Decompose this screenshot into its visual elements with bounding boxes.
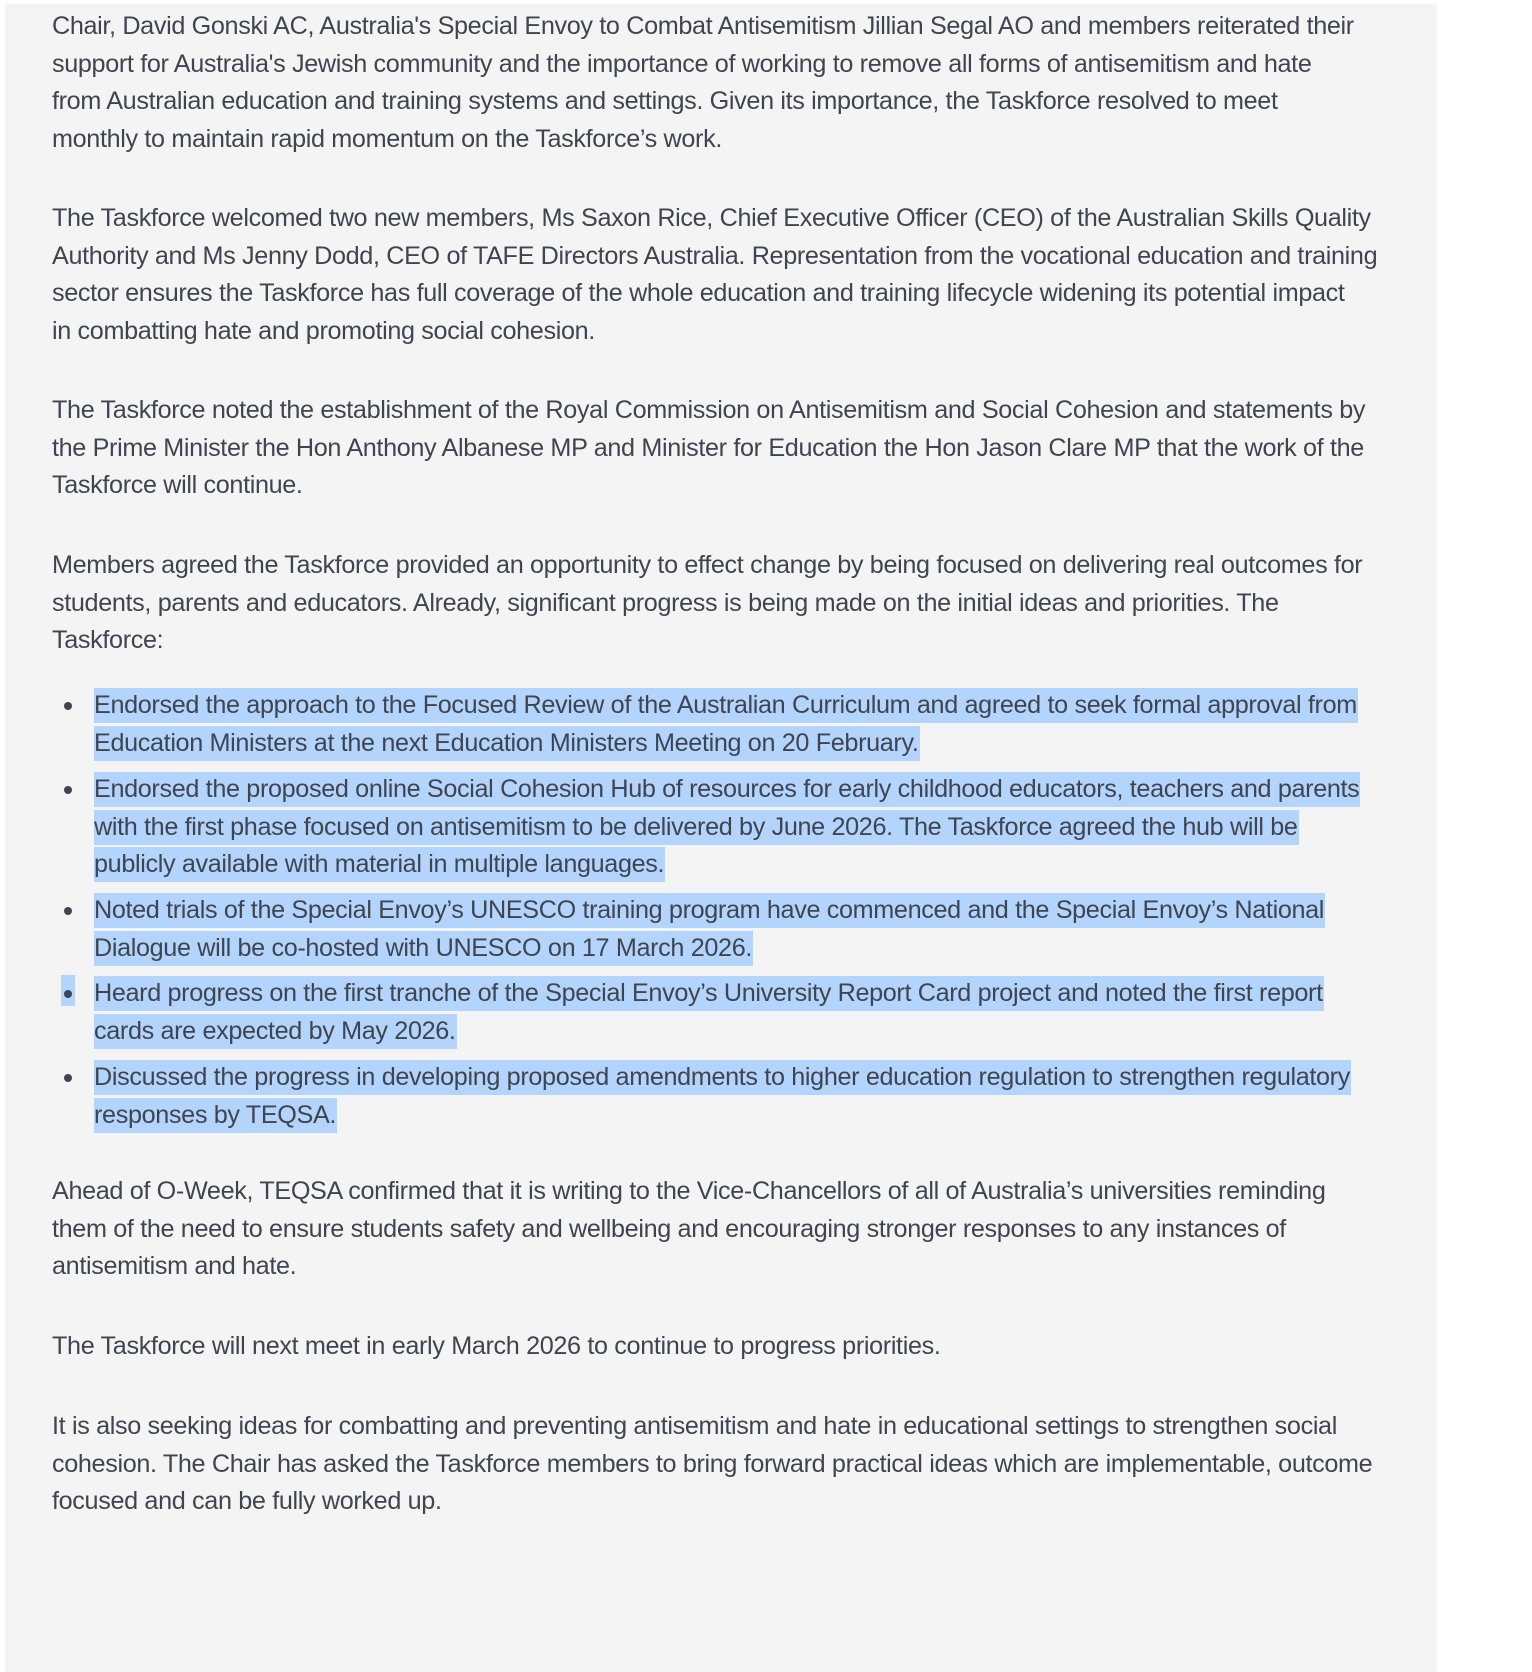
text-line: support for Australia's Jewish community and the importance of working to remove all forms of antisemitism and hate — [52, 49, 1312, 78]
text-line: Ahead of O-Week, TEQSA confirmed that it is writing to the Vice-Chancellors of all of Australia’s universities reminding — [52, 1177, 1326, 1205]
paragraph-next-meeting — [52, 1328, 1417, 1366]
selected-text-line: Endorsed the proposed online Social Cohesion Hub of resources for early childhood educators, teachers and parents — [94, 772, 1360, 807]
text-line: focused and can be fully worked up. — [52, 1487, 442, 1515]
text-line: The Taskforce welcomed two new members, Ms Saxon Rice, Chief Executive Officer (CEO) of the Australian Skills Quality — [52, 204, 1371, 232]
bullet-icon — [64, 786, 72, 794]
paragraph-seeking-ideas — [52, 1408, 1417, 1521]
selected-text-line: Dialogue will be co-hosted with UNESCO on 17 March 2026. — [94, 931, 753, 966]
bullet-icon — [64, 1074, 72, 1082]
text-line: from Australian education and training systems and settings. Given its importance, the Taskforce resolved to meet — [52, 87, 1278, 115]
selected-text-line: Discussed the progress in developing proposed amendments to higher education regulation to strengthen regulatory — [94, 1060, 1351, 1095]
text-line: The Taskforce will next meet in early March 2026 to continue to progress priorities. — [52, 1332, 941, 1360]
bullet-icon — [64, 990, 72, 998]
text-line: in combatting hate and promoting social cohesion. — [52, 316, 595, 345]
list-item-text[interactable] — [94, 687, 1358, 762]
paragraph-royal-commission — [52, 392, 1417, 505]
selected-text-line: Heard progress on the first tranche of the Special Envoy’s University Report Card project and noted the first report — [94, 976, 1324, 1011]
text-line: Taskforce: — [52, 626, 164, 654]
text-line: them of the need to ensure students safety and wellbeing and encouraging stronger responses to any instances of — [52, 1214, 1286, 1243]
text-line: antisemitism and hate. — [52, 1252, 297, 1280]
selected-text-line: Noted trials of the Special Envoy’s UNESCO training program have commenced and the Special Envoy’s National — [94, 893, 1325, 928]
list-item-text[interactable] — [94, 892, 1325, 967]
selected-text-line: with the first phase focused on antisemitism to be delivered by June 2026. The Taskforce agreed the hub will be — [94, 810, 1299, 845]
list-item-text[interactable] — [94, 771, 1360, 884]
paragraph-o-week — [52, 1173, 1417, 1286]
text-line: Members agreed the Taskforce provided an opportunity to effect change by being focused on delivering real outcomes for — [52, 551, 1363, 579]
text-line: students, parents and educators. Already, significant progress is being made on the initial ideas and priorities. The — [52, 588, 1279, 617]
text-line: The Taskforce noted the establishment of the Royal Commission on Antisemitism and Social Cohesion and statements by — [52, 396, 1366, 424]
text-line: Chair, David Gonski AC, Australia's Special Envoy to Combat Antisemitism Jillian Segal AO and members reiterated their — [52, 12, 1354, 40]
bullet-icon — [64, 702, 72, 710]
text-line: cohesion. The Chair has asked the Taskforce members to bring forward practical ideas which are implementable, outcome — [52, 1449, 1373, 1478]
text-line: Authority and Ms Jenny Dodd, CEO of TAFE Directors Australia. Representation from the vocational education and training — [52, 241, 1378, 270]
selected-text-line: responses by TEQSA. — [94, 1098, 337, 1133]
text-line: Taskforce will continue. — [52, 471, 303, 499]
selected-text-line: Education Ministers at the next Education Ministers Meeting on 20 February. — [94, 726, 920, 761]
list-item-text[interactable] — [94, 1059, 1351, 1134]
selected-text-line: publicly available with material in multiple languages. — [94, 847, 665, 882]
text-line: the Prime Minister the Hon Anthony Albanese MP and Minister for Education the Hon Jason Clare MP that the work of the — [52, 433, 1364, 462]
text-line: monthly to maintain rapid momentum on the Taskforce’s work. — [52, 124, 722, 153]
article-panel — [5, 4, 1437, 1672]
text-line: sector ensures the Taskforce has full coverage of the whole education and training lifecycle widening its potential impact — [52, 279, 1345, 307]
paragraph-taskforce-chair — [52, 8, 1417, 158]
text-line: It is also seeking ideas for combatting and preventing antisemitism and hate in educational settings to strengthen social — [52, 1412, 1337, 1440]
selected-text-line: Endorsed the approach to the Focused Review of the Australian Curriculum and agreed to seek formal approval from — [94, 688, 1358, 723]
paragraph-new-members — [52, 200, 1417, 350]
bullet-icon — [64, 907, 72, 915]
selected-text-line: cards are expected by May 2026. — [94, 1014, 457, 1049]
paragraph-members-agreed — [52, 547, 1417, 660]
list-item-text[interactable] — [94, 975, 1324, 1050]
